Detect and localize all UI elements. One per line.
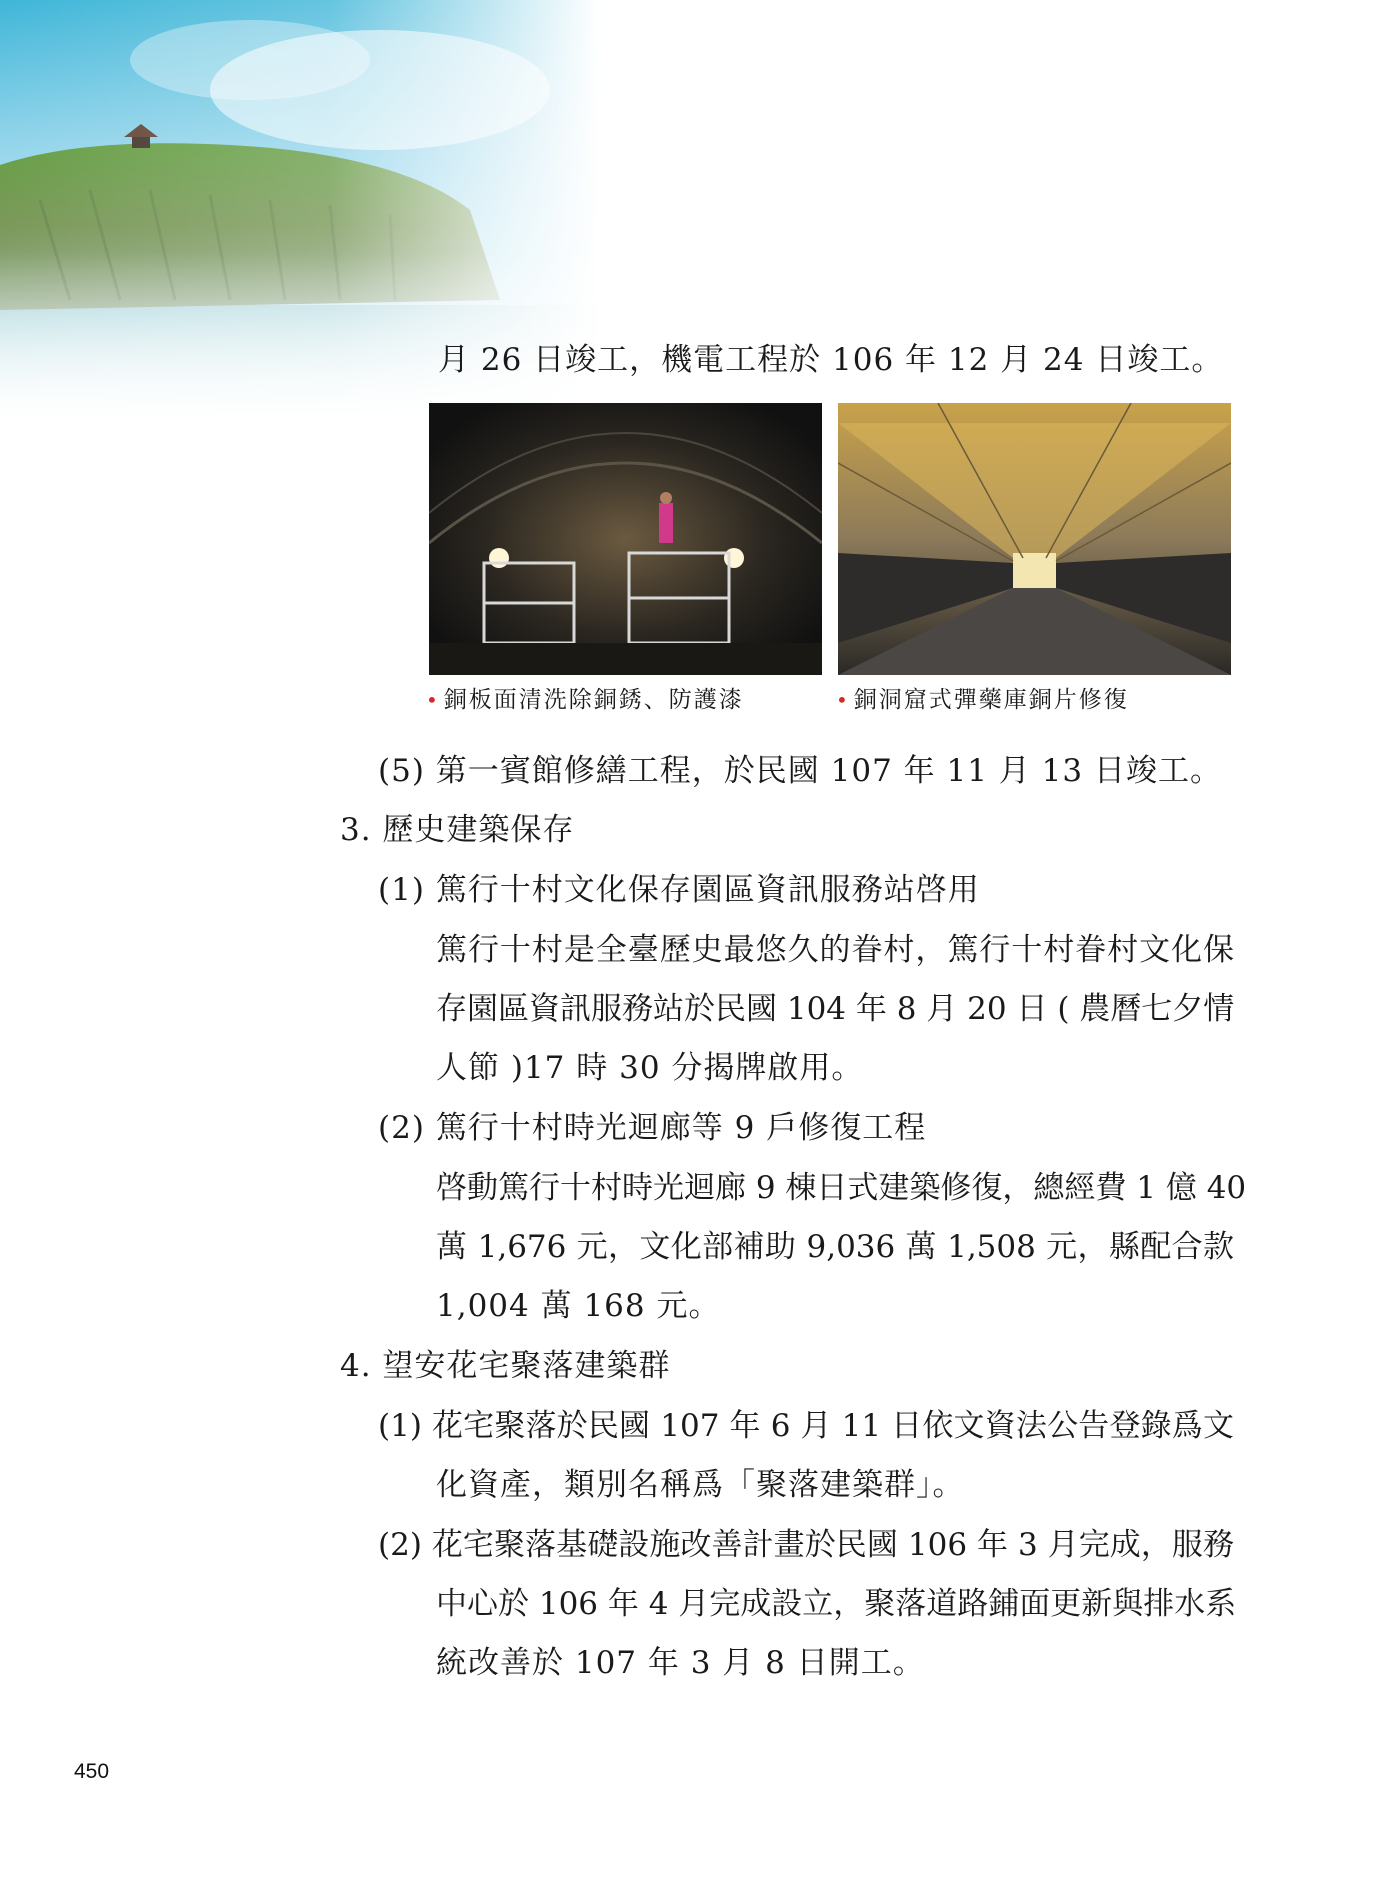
paragraph-line: 萬 1,676 元，文化部補助 9,036 萬 1,508 元，縣配合款 (436, 1229, 1234, 1265)
bullet-icon: • (836, 688, 850, 712)
section-3-sub-1-heading: (1) 篤行十村文化保存園區資訊服務站啓用 (378, 872, 980, 908)
section-4-sub-1-line: 化資產，類別名稱爲「聚落建築群」。 (436, 1467, 965, 1503)
paragraph-line: 篤行十村是全臺歷史最悠久的眷村，篤行十村眷村文化保 (436, 932, 1234, 968)
bullet-icon: • (426, 688, 440, 712)
section-4-sub-1-line: (1) 花宅聚落於民國 107 年 6 月 11 日依文資法公告登錄爲文 (378, 1408, 1234, 1444)
section-3-sub-2-heading: (2) 篤行十村時光迴廊等 9 戶修復工程 (378, 1110, 927, 1146)
photo-caption-1: • 銅板面清洗除銅銹、防護漆 (426, 687, 744, 713)
intro-line: 月 26 日竣工，機電工程於 106 年 12 月 24 日竣工。 (438, 342, 1224, 378)
section-4-sub-2-line: (2) 花宅聚落基礎設施改善計畫於民國 106 年 3 月完成，服務 (378, 1527, 1234, 1563)
paragraph-line: 人節 )17 時 30 分揭牌啟用。 (436, 1050, 864, 1086)
photo-caption-2: • 銅洞窟式彈藥庫銅片修復 (836, 687, 1129, 713)
paragraph-line: 存園區資訊服務站於民國 104 年 8 月 20 日 ( 農曆七夕情 (436, 991, 1235, 1027)
item-5: (5) 第一賓館修繕工程，於民國 107 年 11 月 13 日竣工。 (378, 753, 1222, 789)
section-4-heading: 4. 望安花宅聚落建築群 (340, 1348, 671, 1384)
section-3-heading: 3. 歷史建築保存 (340, 812, 575, 848)
page-number: 450 (74, 1760, 110, 1783)
section-4-sub-2-line: 統改善於 107 年 3 月 8 日開工。 (436, 1645, 925, 1681)
tunnel-scaffolding-photo (429, 403, 822, 675)
section-4-sub-2-line: 中心於 106 年 4 月完成設立，聚落道路鋪面更新與排水系 (436, 1586, 1237, 1622)
tunnel-corridor-photo (838, 403, 1231, 675)
paragraph-line: 啓動篤行十村時光迴廊 9 棟日式建築修復，總經費 1 億 40 (436, 1170, 1247, 1206)
paragraph-line: 1,004 萬 168 元。 (436, 1288, 721, 1324)
